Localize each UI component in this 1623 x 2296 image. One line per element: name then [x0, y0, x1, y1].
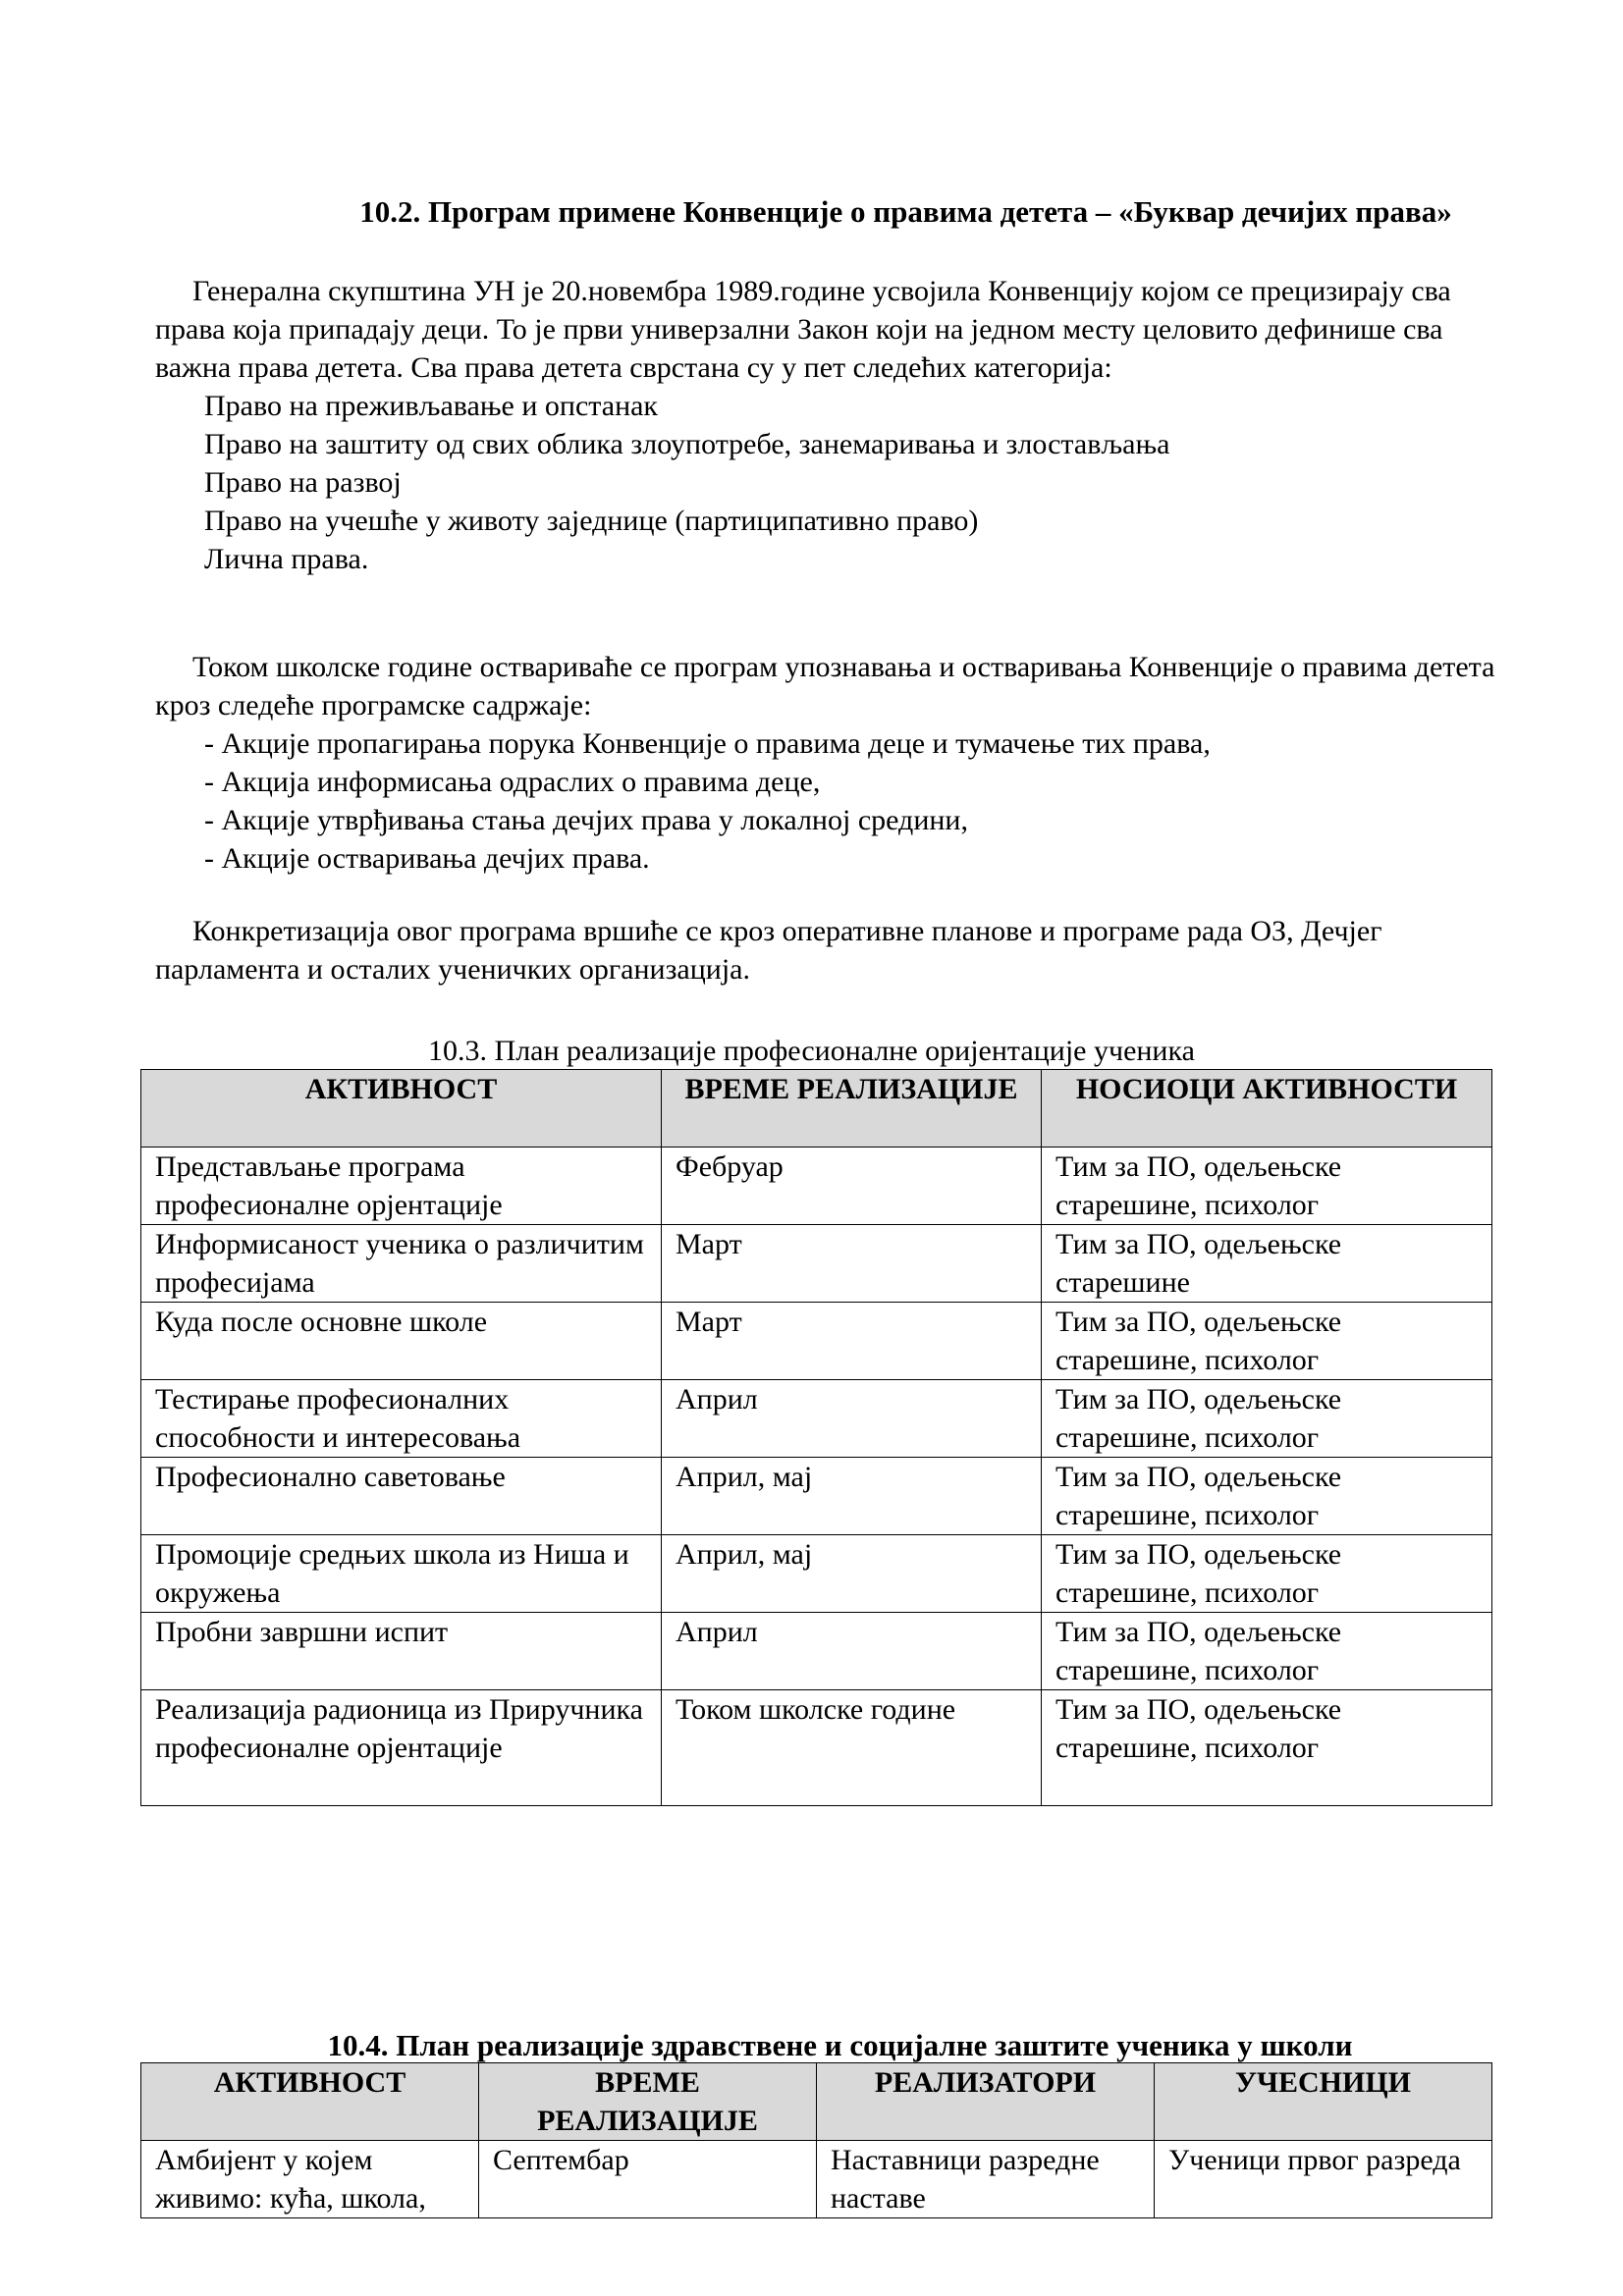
cell-activity: Промоције средњих школа из Ниша и окружења — [141, 1535, 662, 1613]
cell-activity: Куда после основне школе — [141, 1303, 662, 1380]
program-content-paragraph: Током школске године оствариваће се програм упознавања и остваривања Конвенције о правима детета кроз следеће програмске садржаје: — [155, 651, 1495, 721]
table-row — [141, 2141, 1492, 2218]
table-row — [141, 1613, 1492, 1690]
section-10-3-caption: 10.3. План реализације професионалне оријентације ученика — [428, 1035, 1195, 1067]
header-time: ВРЕМЕ РЕАЛИЗАЦИЈЕ — [662, 1070, 1042, 1148]
header-implementers: РЕАЛИЗАТОРИ — [817, 2063, 1155, 2141]
table-row — [141, 1148, 1492, 1225]
cell-responsible: Тим за ПО, одељењске старешине, психолог — [1042, 1690, 1492, 1806]
table-header-row — [141, 1070, 1492, 1148]
table-row — [141, 1458, 1492, 1535]
table-row — [141, 1303, 1492, 1380]
table-row — [141, 1535, 1492, 1613]
header-activity: АКТИВНОСТ — [141, 2063, 479, 2141]
header-time: ВРЕМЕ РЕАЛИЗАЦИЈЕ — [479, 2063, 817, 2141]
conclusion-block — [155, 912, 1510, 988]
table-row — [141, 1380, 1492, 1458]
cell-implementers: Наставници разредне наставе — [817, 2141, 1155, 2218]
conclusion-paragraph: Конкретизација овог програма вршиће се кроз оперативне планове и програме рада ОЗ, Дечјег парламента и осталих ученичких организација. — [155, 915, 1382, 986]
cell-activity: Пробни завршни испит — [141, 1613, 662, 1690]
cell-activity: Амбијент у којем живимо: кућа, школа, — [141, 2141, 479, 2218]
rights-category-item: Право на развој — [204, 466, 402, 499]
cell-responsible: Тим за ПО, одељењске старешине, психолог — [1042, 1303, 1492, 1380]
cell-time: Април, мај — [662, 1535, 1042, 1613]
rights-category-item: Право на преживљавање и опстанак — [204, 390, 659, 422]
rights-category-item: Право на заштиту од свих облика злоупотребе, занемаривања и злостављања — [204, 428, 1170, 460]
header-responsible: НОСИОЦИ АКТИВНОСТИ — [1042, 1070, 1492, 1148]
cell-activity: Тестирање професионалних способности и интересовања — [141, 1380, 662, 1458]
cell-responsible: Тим за ПО, одељењске старешине, психолог — [1042, 1458, 1492, 1535]
program-action-item: - Акције пропагирања порука Конвенције о правима деце и тумачење тих права, — [204, 727, 1211, 760]
table-row — [141, 1225, 1492, 1303]
convention-intro-block — [155, 272, 1510, 578]
table-row — [141, 1690, 1492, 1806]
cell-time: Април — [662, 1380, 1042, 1458]
cell-participants: Ученици првог разреда — [1155, 2141, 1492, 2218]
cell-time: Септембар — [479, 2141, 817, 2218]
section-10-2-title: 10.2. Програм примене Конвенције о правима детета – «Буквар дечијих права» — [359, 194, 1452, 229]
program-action-item: - Акције остваривања дечјих права. — [204, 842, 650, 875]
header-participants: УЧЕСНИЦИ — [1155, 2063, 1492, 2141]
cell-time: Током школске године — [662, 1690, 1042, 1806]
convention-intro-paragraph: Генерална скупштина УН је 20.новембра 1989.године усвојила Конвенцију којом се прецизирају сва права која припадају деци. То је први универзални Закон који на једном месту целовито дефинише сва важна права детета. Сва права детета сврстана су у пет следећих категорија: — [155, 275, 1451, 384]
rights-category-item: Право на учешће у животу заједнице (партиципативно право) — [204, 505, 979, 537]
program-content-block — [155, 648, 1510, 878]
health-protection-table — [140, 2062, 1492, 2218]
table-header-row — [141, 2063, 1492, 2141]
cell-time: Март — [662, 1303, 1042, 1380]
cell-activity: Професионално саветовање — [141, 1458, 662, 1535]
cell-activity: Реализација радионица из Приручника професионалне орјентације — [141, 1690, 662, 1806]
program-action-item: - Акције утврђивања стања дечјих права у локалној средини, — [204, 804, 968, 836]
cell-activity: Информисаност ученика о различитим професијама — [141, 1225, 662, 1303]
rights-category-item: Лична права. — [204, 543, 369, 575]
cell-responsible: Тим за ПО, одељењске старешине, психолог — [1042, 1535, 1492, 1613]
career-orientation-table — [140, 1069, 1492, 1806]
cell-time: Април — [662, 1613, 1042, 1690]
cell-time: Април, мај — [662, 1458, 1042, 1535]
cell-responsible: Тим за ПО, одељењске старешине — [1042, 1225, 1492, 1303]
cell-time: Фебруар — [662, 1148, 1042, 1225]
cell-activity: Представљање програма професионалне орјентације — [141, 1148, 662, 1225]
program-action-item: - Акција информисања одраслих о правима деце, — [204, 766, 821, 798]
cell-time: Март — [662, 1225, 1042, 1303]
cell-responsible: Тим за ПО, одељењске старешине, психолог — [1042, 1380, 1492, 1458]
cell-responsible: Тим за ПО, одељењске старешине, психолог — [1042, 1613, 1492, 1690]
cell-responsible: Тим за ПО, одељењске старешине, психолог — [1042, 1148, 1492, 1225]
header-activity: АКТИВНОСТ — [141, 1070, 662, 1148]
section-10-4-title: 10.4. План реализације здравствене и социјалне заштите ученика у школи — [327, 2028, 1353, 2062]
